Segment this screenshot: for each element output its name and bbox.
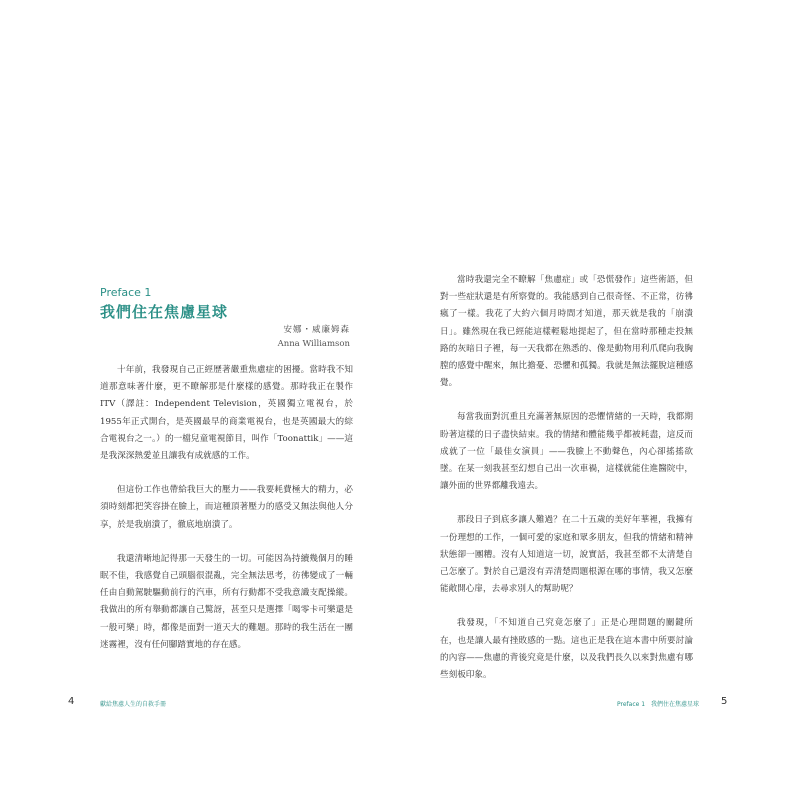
- paragraph: 當時我還完全不瞭解「焦慮症」或「恐慌發作」這些術語，但對一些症狀還是有所察覺的。我能感到自己很奇怪、不正常，彷彿瘋了一樣。我花了大約六個月時間才知道，那天就是我的「崩潰日」。雖然現在我已經能這樣輕鬆地提起了，但在當時那種走投無路的灰暗日子裡，每一天我都在熟悉的、像是動物用利爪爬向我胸膛的感覺中醒來，無比擔憂、恐懼和孤獨。我就是無法擺脫這種感覺。: [440, 275, 693, 389]
- preface-label: Preface 1: [100, 286, 152, 299]
- page-number-right: 5: [721, 696, 728, 707]
- paragraph: 那段日子到底多讓人難過？在二十五歲的美好年華裡，我擁有一份理想的工作，一個可愛的家庭和眾多朋友，但我的情緒和精神狀態卻一團糟。沒有人知道這一切，說實話，我甚至都不太清楚自己怎麼了。對於自己還沒有弄清楚問題根源在哪的事情，我又怎麼能敞開心扉，去尋求別人的幫助呢？: [440, 515, 693, 595]
- right-page: [400, 0, 800, 800]
- paragraph: 每當我面對沉重且充滿著無原因的恐懼情緒的一天時，我都期盼著這樣的日子盡快結束。我的情緒和體能幾乎都被耗盡，這反而成就了一位「最佳女演員」——我臉上不動聲色，內心卻搖搖欲墜。在某一刻我甚至幻想自己出一次車禍，這樣就能住進醫院中，讓外面的世界都離我遠去。: [440, 412, 693, 492]
- paragraph: 但這份工作也帶給我巨大的壓力——我要耗費極大的精力，必須時刻都把笑容掛在臉上，而這種頂著壓力的感受又無法與他人分享，於是我崩潰了，徹底地崩潰了。: [100, 485, 353, 530]
- paragraph: 十年前，我發現自己正經歷著嚴重焦慮症的困擾。當時我不知道那意味著什麼，更不瞭解那是什麼樣的感覺。那時我正在製作ITV（譯註：Independent Television，英國獨立電視台，於1955年正式開台，是英國最早的商業電視台，也是英國最大的綜合電視台之一。）的一檔兒童電視節目，叫作「Toonattik」——這是我深深熱愛並且讓我有成就感的工作。: [100, 365, 353, 462]
- book-title-footer: 獻給焦慮人生的自救手冊: [100, 701, 167, 708]
- page-number-left: 4: [68, 696, 75, 707]
- left-body-text: [100, 362, 353, 654]
- right-body-text: [440, 272, 693, 684]
- author-name-chinese: 安娜・威廉姆森: [283, 325, 350, 335]
- chapter-title: 我們住在焦慮星球: [100, 303, 229, 321]
- paragraph: 我發現，「不知道自己究竟怎麼了」正是心理問題的關鍵所在，也是讓人最有挫敗感的一點。這也正是我在這本書中所要討論的內容——焦慮的背後究竟是什麼，以及我們長久以來對焦慮有哪些刻板印象。: [440, 618, 693, 681]
- paragraph: 我還清晰地記得那一天發生的一切。可能因為持續幾個月的睡眠不佳，我感覺自己頭腦很混亂，完全無法思考，彷彿變成了一輛任由自動駕駛驅動前行的汽車，所有行動都不受我意識支配操縱。我做出的所有舉動都讓自己驚訝，甚至只是選擇「喝零卡可樂還是一般可樂」時，都像是面對一道天大的難題。那時的我生活在一團迷霧裡，沒有任何腳踏實地的存在感。: [100, 553, 353, 650]
- running-head-footer: Preface 1 我們住在焦慮星球: [617, 701, 700, 708]
- author-name-english: Anna Williamson: [277, 339, 350, 349]
